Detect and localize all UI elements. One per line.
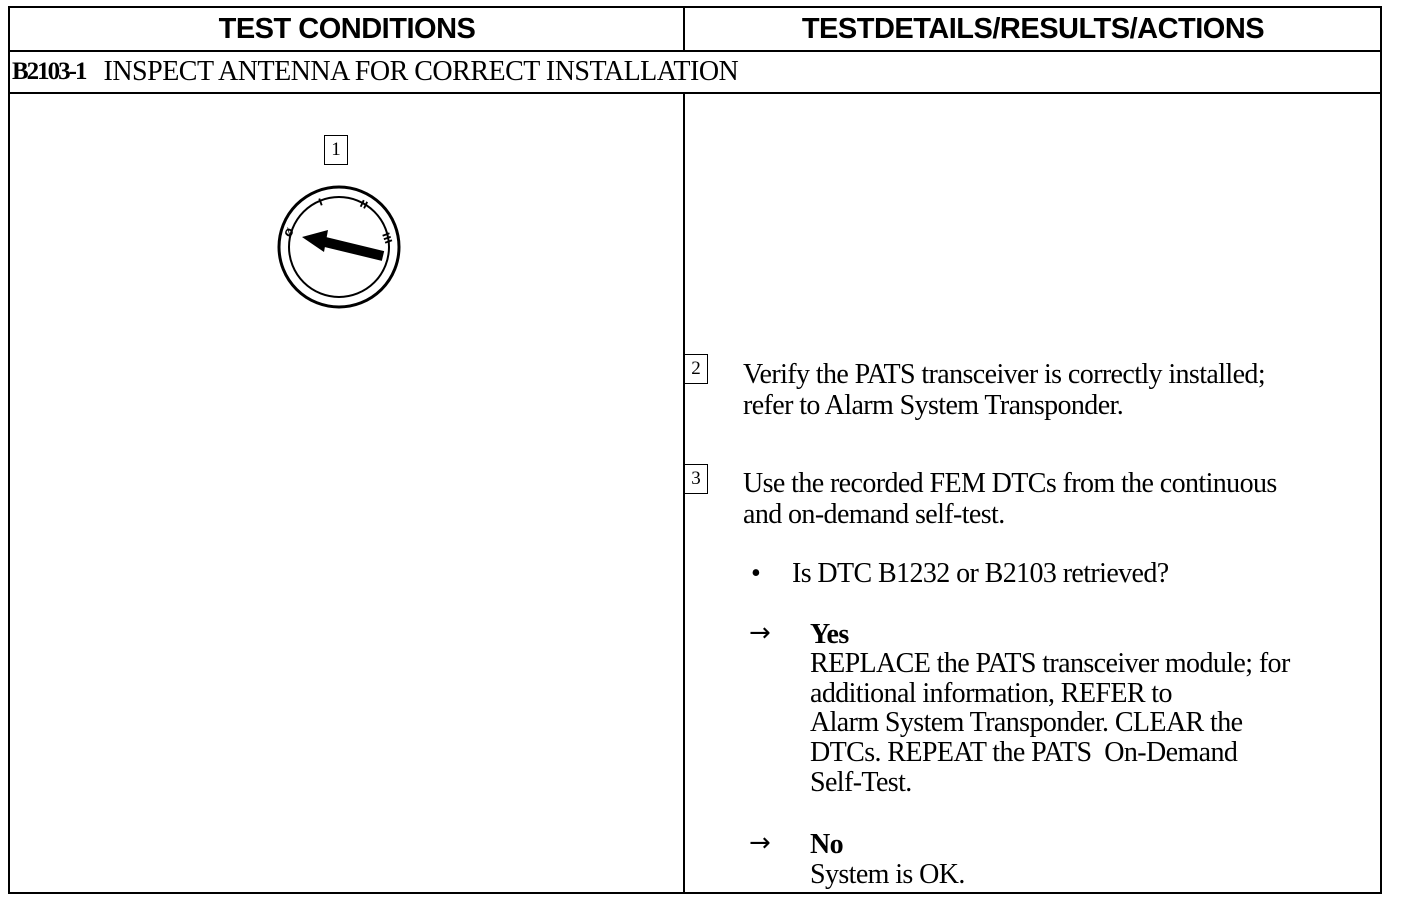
step-2-line-2: refer to Alarm System Transponder. <box>743 390 1124 421</box>
position-0-label: Ø <box>283 226 297 240</box>
no-action-text: System is OK. <box>810 859 965 890</box>
ignition-switch-icon <box>276 184 402 310</box>
arrow-right-icon: → <box>749 828 771 858</box>
step-2-box: 2 <box>684 354 708 384</box>
yes-line-4: DTCs. REPEAT the PATS On-Demand <box>810 737 1238 769</box>
position-3-label: III <box>379 231 394 246</box>
row-divider <box>10 92 1380 94</box>
position-1-label: I <box>317 197 325 209</box>
yes-line-3: Alarm System Transponder. CLEAR the <box>810 707 1243 739</box>
section-title: INSPECT ANTENNA FOR CORRECT INSTALLATION <box>103 56 739 87</box>
section-code: B2103-1 <box>12 58 86 85</box>
section-row <box>10 52 1380 92</box>
yes-label: Yes <box>810 619 849 650</box>
yes-line-2: additional information, REFER to <box>810 677 1172 709</box>
position-2-label: II <box>357 198 370 212</box>
yes-line-1: REPLACE the PATS transceiver module; for <box>810 648 1290 679</box>
yes-line-5: Self-Test. <box>810 766 912 798</box>
step-3-line-1: Use the recorded FEM DTCs from the continuous <box>743 468 1277 499</box>
step-2-line-1: Verify the PATS transceiver is correctly installed; <box>743 359 1266 390</box>
step-2-text <box>743 359 1265 421</box>
step-3-line-2: and on-demand self-test. <box>743 499 1005 530</box>
yes-action-text <box>810 649 1290 798</box>
no-label: No <box>810 829 844 860</box>
step-3-text <box>743 468 1277 530</box>
column-divider <box>683 8 685 50</box>
header-test-details: TESTDETAILS/RESULTS/ACTIONS <box>801 12 1265 45</box>
header-test-conditions: TEST CONDITIONS <box>218 12 476 45</box>
bullet-icon: • <box>751 558 761 589</box>
question-text: Is DTC B1232 or B2103 retrieved? <box>792 558 1169 589</box>
step-3-box: 3 <box>684 464 708 494</box>
arrow-right-icon: → <box>749 618 771 648</box>
key-arrow-icon <box>302 230 383 256</box>
step-1-box: 1 <box>324 135 348 165</box>
